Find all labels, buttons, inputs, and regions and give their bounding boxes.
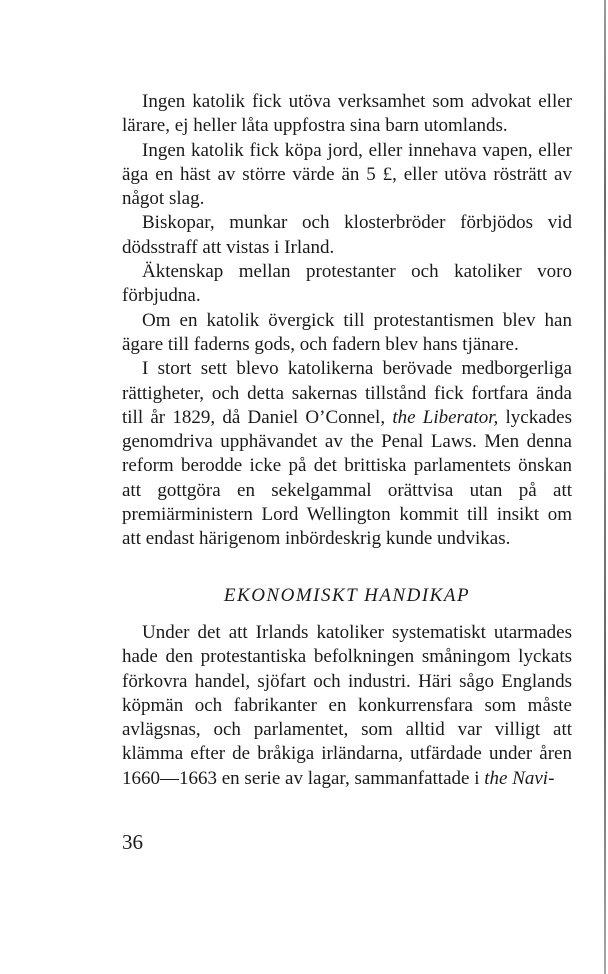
paragraph-6-part-1: I stort sett blevo katolikerna berövade medborgerliga rättigheter, och detta sakernas tillstånd fick fortfara ända till år 1829, då Daniel O’Connel, (122, 358, 572, 428)
paragraph-3: Biskopar, munkar och klosterbröder förbjödos vid dödsstraff att vistas i Irland. (122, 212, 572, 258)
section-heading: EKONOMISKT HANDIKAP (223, 585, 471, 606)
paragraph-6 (122, 357, 572, 551)
paragraph-4: Äktenskap mellan protestanter och katoliker voro förbjudna. (122, 261, 572, 307)
paragraph-6-part-2: lyckades genomdriva upphävandet av the Penal Laws. Men denna reform berodde icke på det brittiska parlamentets önskan att gottgöra en sekelgammal orättvisa utan på att premiärministern Lord Wellington kommit till insikt om att endast härigenom inbördeskrig kunde undvikas. (122, 406, 572, 550)
section-paragraph-italic: the Navi- (484, 767, 555, 789)
page-number: 36 (122, 830, 143, 854)
paragraph-1: Ingen katolik fick utöva verksamhet som advokat eller lärare, ej heller låta uppfostra sina barn utomlands. (122, 91, 572, 137)
section-body (122, 621, 572, 791)
paragraph-6-italic: the Liberator, (392, 406, 499, 428)
paragraph-5: Om en katolik övergick till protestantismen blev han ägare till faderns gods, och fadern blev hans tjänare. (122, 309, 572, 355)
section-paragraph-part-1: Under det att Irlands katoliker systematiskt utarmades hade den protestantiska befolkningen småningom lyckats förkovra handel, sjöfart och industri. Häri sågo Englands köpmän och fabrikanter en konkurrensfara som måste avlägsnas, och parlamentet, som alltid var villigt att klämma efter de bråkiga irländarna, utfärdade under åren 1660—1663 en serie av lagar, sammanfattade i (122, 622, 572, 789)
body-text (122, 90, 572, 552)
paragraph-2: Ingen katolik fick köpa jord, eller innehava vapen, eller äga en häst av större värde än 5 £, eller utöva rösträtt av något slag. (122, 139, 572, 210)
page-edge-shadow (604, 0, 606, 974)
section-paragraph (122, 621, 572, 791)
